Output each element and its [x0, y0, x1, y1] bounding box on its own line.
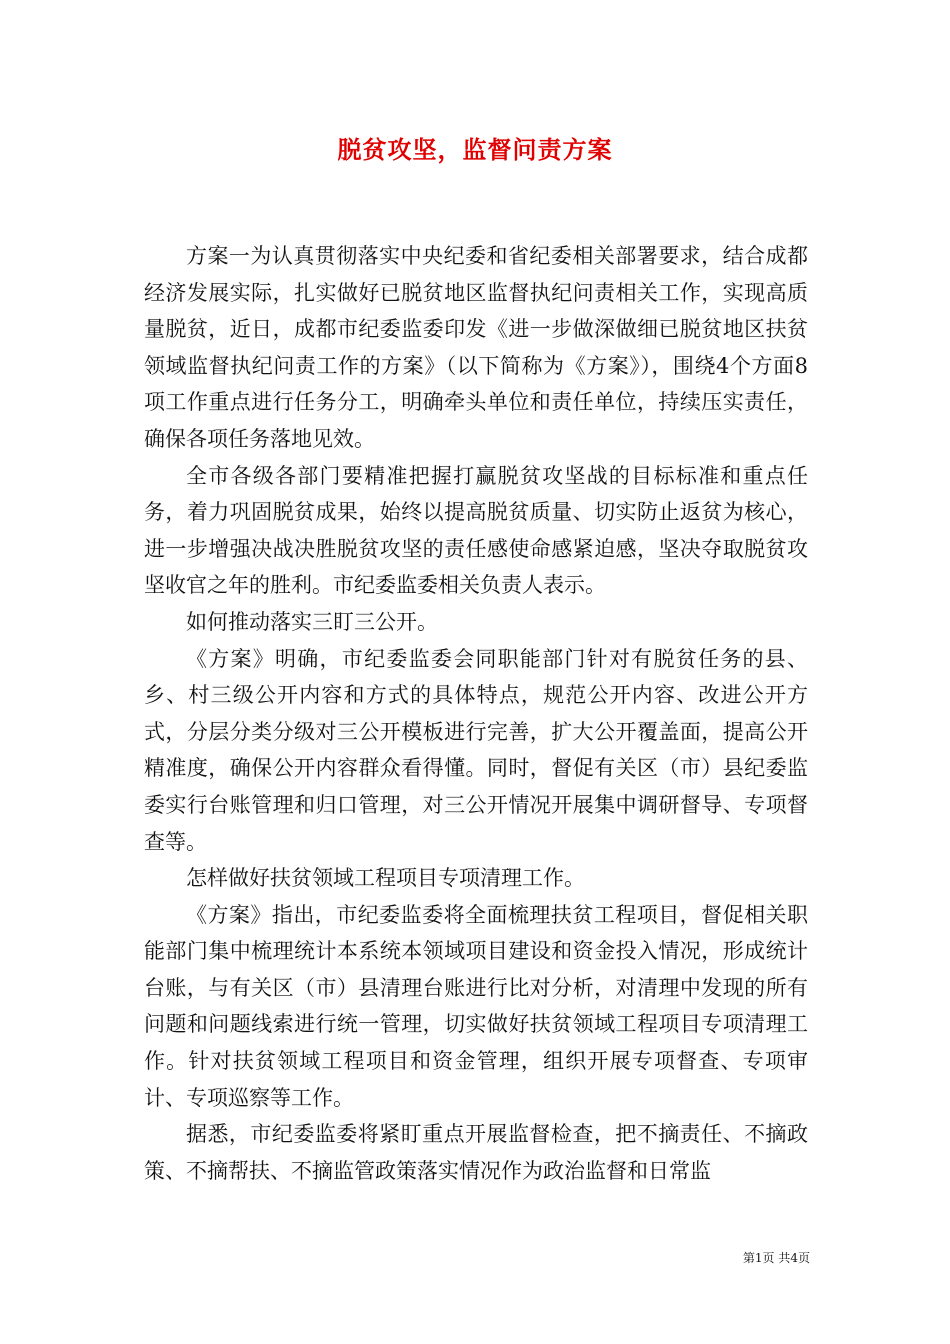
document-title: 脱贫攻坚，监督问责方案 — [337, 135, 613, 164]
paragraph-3: 如何推动落实三盯三公开。 — [186, 609, 438, 634]
paragraph-7: 据悉，市纪委监委将紧盯重点开展监督检查，把不摘责任、不摘政策、不摘帮扶、不摘监管政策落实情况作为政治监督和日常监 — [144, 1122, 808, 1183]
paragraph-2: 全市各级各部门要精准把握打赢脱贫攻坚战的目标标准和重点任务，着力巩固脱贫成果，始终以提高脱贫质量、切实防止返贫为核心，进一步增强决战决胜脱贫攻坚的责任感使命感紧迫感，坚决夺取脱贫攻坚收官之年的胜利。市纪委监委相关负责人表示。 — [144, 463, 808, 598]
paragraph-4: 《方案》明确，市纪委监委会同职能部门针对有脱贫任务的县、乡、村三级公开内容和方式的具体特点，规范公开内容、改进公开方式，分层分类分级对三公开模板进行完善，扩大公开覆盖面，提高公开精准度，确保公开内容群众看得懂。同时，督促有关区（市）县纪委监委实行台账管理和归口管理，对三公开情况开展集中调研督导、专项督查等。 — [144, 646, 808, 854]
document-body — [144, 238, 808, 1189]
page-number: 第1页 共4页 — [742, 1251, 810, 1265]
paragraph-1: 方案一为认真贯彻落实中央纪委和省纪委相关部署要求，结合成都经济发展实际，扎实做好已脱贫地区监督执纪问责相关工作，实现高质量脱贫，近日，成都市纪委监委印发《进一步做深做细已脱贫地区扶贫领域监督执纪问责工作的方案》（以下简称为《方案》），围绕4个方面8项工作重点进行任务分工，明确牵头单位和责任单位，持续压实责任，确保各项任务落地见效。 — [144, 244, 808, 451]
paragraph-5: 怎样做好扶贫领域工程项目专项清理工作。 — [186, 866, 585, 891]
paragraph-6: 《方案》指出，市纪委监委将全面梳理扶贫工程项目，督促相关职能部门集中梳理统计本系统本领域项目建设和资金投入情况，形成统计台账，与有关区（市）县清理台账进行比对分析，对清理中发现的所有问题和问题线索进行统一管理，切实做好扶贫领域工程项目专项清理工作。针对扶贫领域工程项目和资金管理，组织开展专项督查、专项审计、专项巡察等工作。 — [144, 902, 808, 1110]
